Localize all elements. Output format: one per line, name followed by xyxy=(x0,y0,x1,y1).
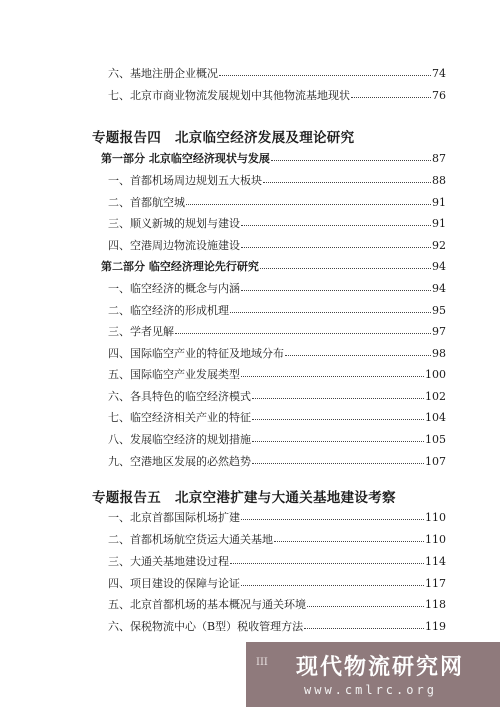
toc-entry-page: 118 xyxy=(425,598,446,611)
toc-entry[interactable] xyxy=(108,239,446,253)
toc-entry-page: 94 xyxy=(432,282,446,295)
toc-entry[interactable] xyxy=(108,282,446,296)
toc-entry-label: 三、学者见解 xyxy=(108,325,174,338)
leader-dots xyxy=(186,195,431,205)
leader-dots xyxy=(307,597,424,607)
toc-entry-page: 105 xyxy=(425,433,446,446)
toc-entry-page: 102 xyxy=(425,390,446,403)
report-title: 北京空港扩建与大通关基地建设考察 xyxy=(175,490,396,506)
toc-entry[interactable] xyxy=(108,217,446,231)
toc-entry-label: 七、临空经济相关产业的特征 xyxy=(108,411,251,424)
toc-entry-page: 110 xyxy=(425,533,446,546)
leader-dots xyxy=(252,432,424,442)
toc-entry-label: 二、首都航空城 xyxy=(108,196,185,209)
toc-entry[interactable] xyxy=(108,620,446,634)
toc-entry-label: 六、保税物流中心（B型）税收管理方法 xyxy=(108,620,304,633)
toc-entry-label: 四、项目建设的保障与论证 xyxy=(108,577,240,590)
page-number: III xyxy=(256,657,268,668)
toc-entry-label: 一、首都机场周边规划五大板块 xyxy=(108,174,262,187)
leader-dots xyxy=(241,510,424,520)
leader-dots xyxy=(252,389,424,399)
toc-entry-page: 119 xyxy=(425,620,446,633)
leader-dots xyxy=(285,346,431,356)
toc-entry-page: 107 xyxy=(425,455,446,468)
toc-entry[interactable] xyxy=(108,347,446,361)
toc-entry-page: 95 xyxy=(432,304,446,317)
watermark-title: 现代物流研究网 xyxy=(296,655,465,680)
report-heading xyxy=(92,486,396,506)
toc-entry-label: 一、北京首都国际机场扩建 xyxy=(108,511,240,524)
leader-dots xyxy=(219,66,431,76)
leader-dots xyxy=(260,259,431,269)
toc-entry-page: 104 xyxy=(425,411,446,424)
leader-dots xyxy=(230,554,424,564)
toc-entry-label: 二、临空经济的形成机理 xyxy=(108,304,229,317)
toc-entry-label: 九、空港地区发展的必然趋势 xyxy=(108,455,251,468)
toc-entry[interactable] xyxy=(108,411,446,425)
report-number: 专题报告五 xyxy=(92,490,161,506)
leader-dots xyxy=(175,324,431,334)
toc-part-label: 第一部分 北京临空经济现状与发展 xyxy=(101,152,270,165)
toc-entry-page: 76 xyxy=(432,89,446,102)
leader-dots xyxy=(304,619,424,629)
toc-entry-label: 四、空港周边物流设施建设 xyxy=(108,239,240,252)
toc-entry-label: 六、各具特色的临空经济模式 xyxy=(108,390,251,403)
toc-part-page: 94 xyxy=(432,260,446,273)
toc-entry[interactable] xyxy=(108,304,446,318)
toc-entry-label: 五、国际临空产业发展类型 xyxy=(108,368,240,381)
toc-entry-page: 98 xyxy=(432,347,446,360)
leader-dots xyxy=(252,454,424,464)
toc-entry-page: 97 xyxy=(432,325,446,338)
toc-entry[interactable] xyxy=(108,390,446,404)
toc-entry-page: 91 xyxy=(432,196,446,209)
toc-entry-page: 117 xyxy=(425,577,446,590)
toc-entry[interactable] xyxy=(108,598,446,612)
toc-entry-label: 三、顺义新城的规划与建设 xyxy=(108,217,240,230)
watermark-url[interactable]: www.cmlrc.org xyxy=(304,683,437,697)
toc-entry[interactable] xyxy=(108,511,446,525)
toc-entry-page: 74 xyxy=(432,67,446,80)
leader-dots xyxy=(241,216,431,226)
toc-entry-label: 七、北京市商业物流发展规划中其他物流基地现状 xyxy=(108,89,350,102)
toc-entry-page: 91 xyxy=(432,217,446,230)
toc-entry-label: 一、临空经济的概念与内涵 xyxy=(108,282,240,295)
report-title: 北京临空经济发展及理论研究 xyxy=(175,130,355,146)
toc-entry-label: 二、首都机场航空货运大通关基地 xyxy=(108,533,273,546)
leader-dots xyxy=(252,410,424,420)
toc-entry-page: 110 xyxy=(425,511,446,524)
leader-dots xyxy=(263,173,431,183)
leader-dots xyxy=(274,532,424,542)
toc-entry[interactable] xyxy=(108,533,446,547)
toc-entry[interactable] xyxy=(108,196,446,210)
toc-entry-label: 四、国际临空产业的特征及地域分布 xyxy=(108,347,284,360)
leader-dots xyxy=(351,88,431,98)
toc-entry-page: 114 xyxy=(425,555,446,568)
toc-entry-page: 88 xyxy=(432,174,446,187)
toc-entry-page: 92 xyxy=(432,239,446,252)
report-number: 专题报告四 xyxy=(92,130,161,146)
toc-entry[interactable] xyxy=(108,555,446,569)
toc-entry[interactable] xyxy=(108,67,446,81)
leader-dots xyxy=(241,367,424,377)
toc-entry[interactable] xyxy=(108,89,446,103)
toc-part-label: 第二部分 临空经济理论先行研究 xyxy=(101,260,259,273)
toc-entry-label: 三、大通关基地建设过程 xyxy=(108,555,229,568)
toc-part[interactable] xyxy=(101,152,446,166)
toc-entry[interactable] xyxy=(108,433,446,447)
toc-part-page: 87 xyxy=(432,152,446,165)
toc-entry-label: 八、发展临空经济的规划措施 xyxy=(108,433,251,446)
toc-entry[interactable] xyxy=(108,577,446,591)
toc-entry[interactable] xyxy=(108,325,446,339)
toc-entry-label: 五、北京首都机场的基本概况与通关环境 xyxy=(108,598,306,611)
leader-dots xyxy=(230,303,431,313)
toc-entry-label: 六、基地注册企业概况 xyxy=(108,67,218,80)
report-heading xyxy=(92,126,354,146)
leader-dots xyxy=(271,151,431,161)
leader-dots xyxy=(241,238,431,248)
toc-entry[interactable] xyxy=(108,368,446,382)
toc-part[interactable] xyxy=(101,260,446,274)
leader-dots xyxy=(241,576,424,586)
toc-entry[interactable] xyxy=(108,174,446,188)
toc-entry[interactable] xyxy=(108,455,446,469)
toc-entry-page: 100 xyxy=(425,368,446,381)
leader-dots xyxy=(241,281,431,291)
